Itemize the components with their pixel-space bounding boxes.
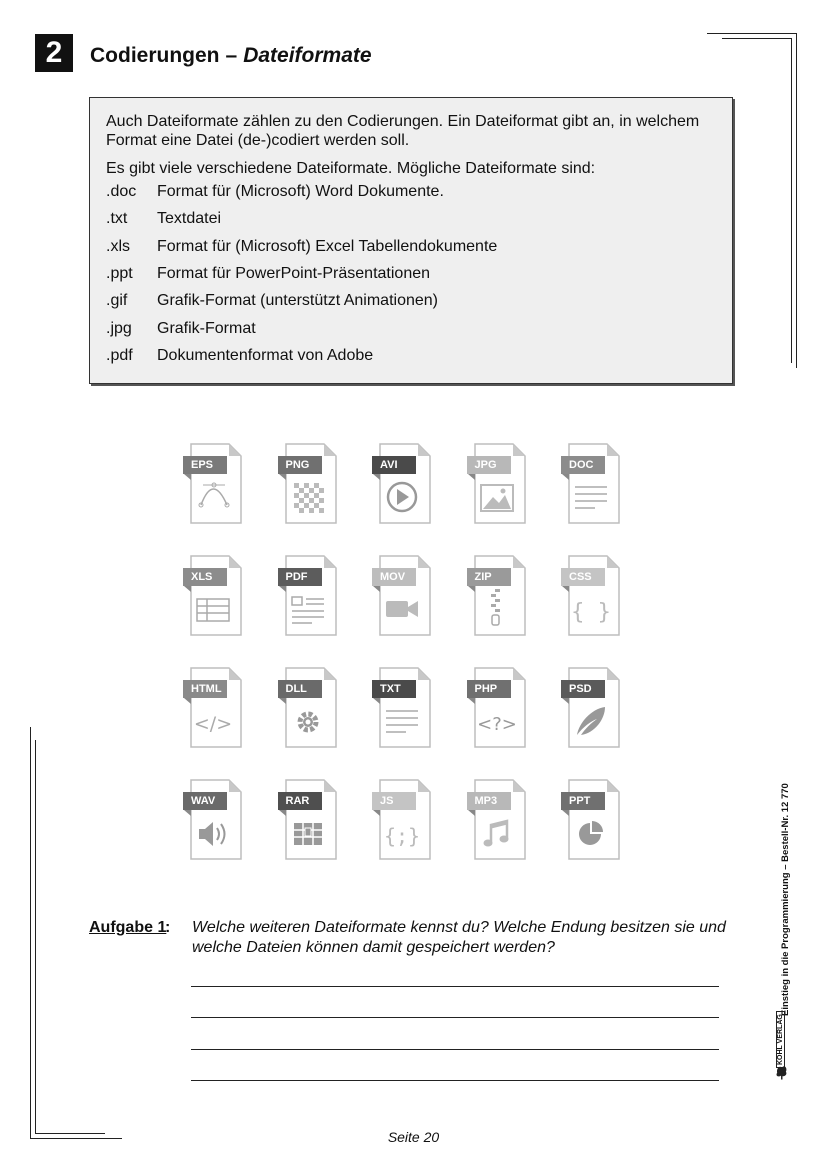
file-type-label: MP3 xyxy=(467,792,511,810)
info-intro: Auch Dateiformate zählen zu den Codierungen. Ein Dateiformat gibt an, in welchem Format eine Datei (de-)codiert werden soll. xyxy=(106,113,700,149)
file-type-label: CSS xyxy=(561,568,605,586)
publisher-logo-text: KOHL VERLAG xyxy=(776,1011,785,1068)
svg-text:<?>: <?> xyxy=(476,714,517,735)
file-icon-png xyxy=(278,443,338,525)
file-icon-js xyxy=(372,779,432,861)
file-icon-eps xyxy=(183,443,243,525)
frame-bottom-left-v2 xyxy=(35,740,36,1134)
file-icon-mov xyxy=(372,555,432,637)
archive-icon xyxy=(294,823,322,845)
js-braces-icon xyxy=(384,824,420,848)
format-row xyxy=(106,342,718,369)
file-type-label: RAR xyxy=(278,792,322,810)
file-type-label: PPT xyxy=(561,792,605,810)
file-type-label: PHP xyxy=(467,680,511,698)
file-type-label: MOV xyxy=(372,568,416,586)
format-desc: Format für PowerPoint-Präsentationen xyxy=(157,265,431,283)
frame-bottom-left-v1 xyxy=(30,727,31,1139)
file-icon-jpg xyxy=(467,443,527,525)
file-type-label: ZIP xyxy=(467,568,511,586)
format-row xyxy=(106,314,718,341)
frame-top-right-h1 xyxy=(707,33,797,34)
file-icon-zip xyxy=(467,555,527,637)
task-question: Welche weiteren Dateiformate kennst du? Welche Endung besitzen sie und welche Dateien können damit gespeichert werden? xyxy=(192,919,726,956)
format-ext: .xls xyxy=(106,237,130,255)
info-lead: Es gibt viele verschiedene Dateiformate. Mögliche Dateiformate sind: xyxy=(106,160,596,177)
format-desc: Grafik-Format (unterstützt Animationen) xyxy=(157,292,438,310)
file-icon-psd xyxy=(561,667,621,749)
file-type-label: DLL xyxy=(278,680,322,698)
chapter-number: 2 xyxy=(35,34,73,72)
file-icon-pdf xyxy=(278,555,338,637)
file-type-label: WAV xyxy=(183,792,227,810)
frame-top-right-v1 xyxy=(796,33,797,368)
file-icon-php xyxy=(467,667,527,749)
file-icon-wav xyxy=(183,779,243,861)
answer-line[interactable] xyxy=(191,1017,719,1018)
answer-line[interactable] xyxy=(191,1080,719,1081)
frame-top-right-v2 xyxy=(791,38,792,363)
answer-line[interactable] xyxy=(191,986,719,987)
format-ext: .doc xyxy=(106,183,137,201)
title-sub: Dateiformate xyxy=(243,44,372,67)
format-row xyxy=(106,178,718,205)
format-row xyxy=(106,205,718,232)
file-icon-ppt xyxy=(561,779,621,861)
title-main: Codierungen xyxy=(90,44,220,67)
file-type-label: PDF xyxy=(278,568,322,586)
file-type-label: PNG xyxy=(278,456,322,474)
file-type-label: PSD xyxy=(561,680,605,698)
page-title xyxy=(90,44,372,68)
title-dash: – xyxy=(225,44,238,67)
svg-text:{;}: {;} xyxy=(383,824,421,848)
file-type-label: XLS xyxy=(183,568,227,586)
file-icon-dll xyxy=(278,667,338,749)
format-row xyxy=(106,287,718,314)
format-desc: Dokumentenformat von Adobe xyxy=(157,346,374,364)
php-tag-icon xyxy=(477,714,517,735)
file-type-label: EPS xyxy=(183,456,227,474)
format-list xyxy=(106,178,718,369)
answer-line[interactable] xyxy=(191,1049,719,1050)
task-label: Aufgabe 1 xyxy=(89,919,167,936)
file-type-label: JPG xyxy=(467,456,511,474)
file-type-label: HTML xyxy=(183,680,227,698)
braces-icon xyxy=(571,600,611,625)
file-icon-avi xyxy=(372,443,432,525)
format-row xyxy=(106,260,718,287)
format-ext: .txt xyxy=(106,210,128,228)
format-ext: .pdf xyxy=(106,346,133,364)
file-type-label: DOC xyxy=(561,456,605,474)
format-desc: Format für (Microsoft) Excel Tabellendokumente xyxy=(157,237,498,255)
svg-text:</>: </> xyxy=(193,713,233,735)
file-icon-html xyxy=(183,667,243,749)
info-box xyxy=(89,97,733,384)
format-desc: Grafik-Format xyxy=(157,319,256,337)
file-type-label: AVI xyxy=(372,456,416,474)
file-icon-rar xyxy=(278,779,338,861)
series-info: Einstieg in die Programmierung – Bestell-Nr. 12 770 xyxy=(780,783,791,1016)
file-icon-doc xyxy=(561,443,621,525)
file-icon-css xyxy=(561,555,621,637)
task-colon: : xyxy=(165,919,171,936)
format-ext: .ppt xyxy=(106,265,133,283)
file-icon-mp3 xyxy=(467,779,527,861)
file-type-label: TXT xyxy=(372,680,416,698)
svg-text:{ }: { } xyxy=(571,600,611,625)
file-icon-txt xyxy=(372,667,432,749)
format-ext: .jpg xyxy=(106,319,132,337)
format-ext: .gif xyxy=(106,292,128,310)
publisher-tree-logo-icon xyxy=(768,1063,796,1097)
file-icon-xls xyxy=(183,555,243,637)
page-number: Seite 20 xyxy=(387,1129,440,1145)
code-tag-icon xyxy=(194,713,232,735)
frame-top-right-h2 xyxy=(722,38,792,39)
file-type-label: JS xyxy=(372,792,416,810)
format-desc: Textdatei xyxy=(157,210,222,228)
format-desc: Format für (Microsoft) Word Dokumente. xyxy=(157,183,444,201)
format-row xyxy=(106,233,718,260)
